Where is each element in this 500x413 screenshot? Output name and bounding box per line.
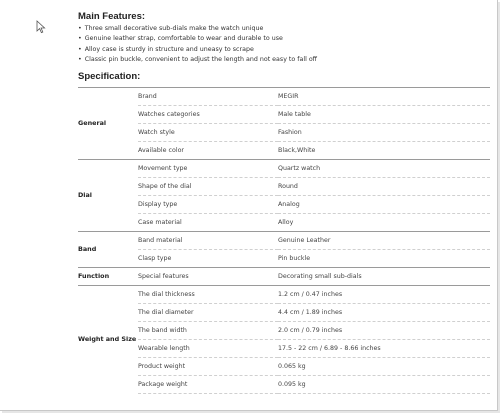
table-row	[78, 159, 490, 177]
specification-title: Specification:	[78, 70, 141, 82]
spec-value: 4.4 cm / 1.89 inches	[278, 303, 490, 321]
table-row	[78, 285, 490, 303]
group-label-general: General	[78, 87, 138, 159]
spec-key: The band width	[138, 321, 278, 339]
spec-key: Shape of the dial	[138, 177, 278, 195]
table-row	[78, 249, 490, 267]
spec-key: Brand	[138, 87, 278, 105]
spec-key: Wearable length	[138, 339, 278, 357]
table-row	[78, 375, 490, 393]
spec-value: Alloy	[278, 218, 294, 226]
spec-key: Movement type	[138, 159, 278, 177]
spec-key: The dial diameter	[138, 303, 278, 321]
spec-value: 0.065 kg	[278, 357, 490, 375]
spec-value: Quartz watch	[278, 159, 490, 177]
table-row	[78, 339, 490, 357]
table-row	[78, 267, 490, 285]
table-row	[78, 177, 490, 195]
features-title: Main Features:	[78, 11, 146, 22]
spec-key: Watch style	[138, 123, 278, 141]
spec-value: Analog	[278, 195, 490, 213]
table-row	[78, 321, 490, 339]
spec-key: Package weight	[138, 375, 278, 393]
spec-value: 2.0 cm / 0.79 inches	[278, 321, 490, 339]
spec-value: 0.095 kg	[278, 375, 490, 393]
product-description	[78, 11, 490, 394]
spec-value: Round	[278, 177, 490, 195]
spec-value: Fashion	[278, 123, 490, 141]
spec-value: 17.5 - 22 cm / 6.89 - 8.66 inches	[278, 339, 490, 357]
spec-key: Display type	[138, 195, 278, 213]
spec-value: Black,White	[278, 146, 316, 154]
spec-value: Pin buckle	[278, 254, 311, 262]
mouse-pointer-icon	[36, 20, 46, 34]
group-label-band: Band	[78, 231, 138, 267]
spec-key: Band material	[138, 231, 278, 249]
spec-value: MEGIR	[278, 87, 490, 105]
table-row	[78, 213, 490, 231]
table-row	[78, 195, 490, 213]
features-list	[78, 24, 490, 66]
spec-key: Product weight	[138, 357, 278, 375]
table-row	[78, 123, 490, 141]
spec-key: Clasp type	[138, 254, 172, 262]
spec-value: Decorating small sub-dials	[278, 267, 490, 285]
table-row	[78, 303, 490, 321]
table-row	[78, 141, 490, 159]
spec-value: 1.2 cm / 0.47 inches	[278, 285, 490, 303]
group-label-dial: Dial	[78, 159, 138, 231]
table-row	[78, 87, 490, 105]
spec-value: Genuine Leather	[278, 231, 490, 249]
spec-key: Watches categories	[138, 105, 278, 123]
specification-table	[78, 87, 490, 394]
group-label-function: Function	[78, 267, 138, 285]
feature-item: • Three small decorative sub-dials make the watch unique	[78, 24, 490, 34]
group-label-weight-size: Weight and Size	[78, 285, 138, 393]
feature-item: • Classic pin buckle, convenient to adjust the length and not easy to fall off	[78, 55, 490, 65]
spec-key: Special features	[138, 267, 278, 285]
spec-key: Available color	[138, 146, 185, 154]
feature-item: • Genuine leather strap, comfortable to wear and durable to use	[78, 34, 490, 44]
feature-item: • Alloy case is sturdy in structure and uneasy to scrape	[78, 45, 490, 55]
table-row	[78, 231, 490, 249]
spec-key: Case material	[138, 218, 182, 226]
table-row	[78, 105, 490, 123]
table-row	[78, 357, 490, 375]
spec-value: Male table	[278, 105, 490, 123]
spec-key: The dial thickness	[138, 285, 278, 303]
